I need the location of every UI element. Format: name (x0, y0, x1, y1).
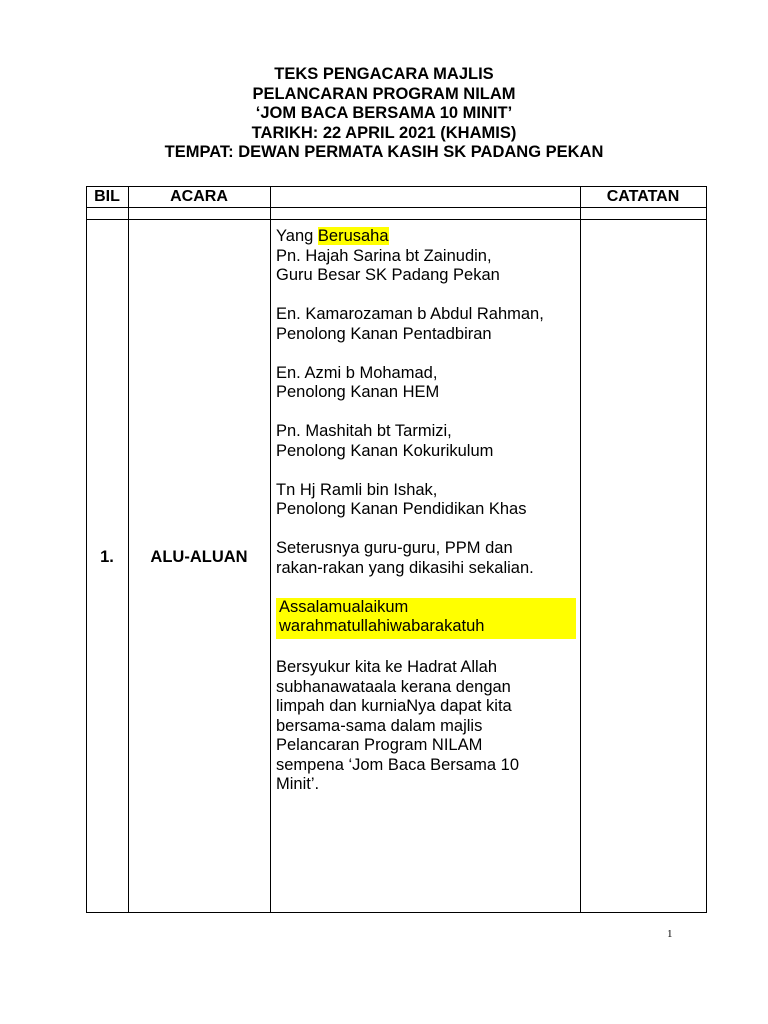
guest-name: Pn. Hajah Sarina bt Zainudin, (276, 246, 492, 265)
guest-name: En. Kamarozaman b Abdul Rahman, (276, 305, 544, 323)
column-header-acara: ACARA (170, 188, 228, 205)
closing-paragraph (276, 658, 576, 795)
guest-entry (276, 305, 576, 344)
column-header-bil: BIL (94, 188, 120, 205)
guest-title: Penolong Kanan Kokurikulum (276, 441, 494, 460)
header-venue: TEMPAT: DEWAN PERMATA KASIH SK PADANG PEKAN (164, 143, 604, 161)
guest-title: Penolong Kanan HEM (276, 383, 440, 401)
row-separator (86, 219, 707, 220)
header-program: PELANCARAN PROGRAM NILAM (252, 84, 516, 103)
page-number: 1 (667, 928, 673, 940)
closing-line: sempena ‘Jom Baca Bersama 10 (276, 755, 520, 774)
row-script-text (276, 227, 576, 814)
islamic-greeting-line: warahmatullahiwabarakatuh (279, 617, 485, 635)
guest-title: Penolong Kanan Pendidikan Khas (276, 500, 527, 518)
guest-name: Pn. Mashitah bt Tarmizi, (276, 422, 452, 440)
salutation-line (276, 227, 576, 247)
column-header-catatan: CATATAN (606, 188, 680, 205)
column-divider-3 (580, 186, 581, 913)
program-table (86, 186, 707, 913)
guest-name: Tn Hj Ramli bin Ishak, (276, 480, 438, 499)
general-greeting (276, 539, 576, 578)
guest-title: Penolong Kanan Pentadbiran (276, 324, 492, 343)
closing-line: subhanawataala kerana dengan (276, 677, 511, 696)
guest-entry (276, 247, 576, 286)
row-bil: 1. (100, 548, 114, 566)
table-border-right (706, 186, 707, 913)
salutation-prefix: Yang (276, 227, 318, 245)
column-header-text (270, 186, 580, 207)
guest-name: En. Azmi b Mohamad, (276, 363, 438, 382)
general-greeting-line: rakan-rakan yang dikasihi sekalian. (276, 558, 534, 577)
closing-line: Minit’. (276, 775, 320, 793)
guest-title: Guru Besar SK Padang Pekan (276, 266, 500, 284)
islamic-greeting (276, 598, 576, 639)
header-date: TARIKH: 22 APRIL 2021 (KHAMIS) (251, 123, 517, 142)
closing-line: bersama-sama dalam majlis (276, 716, 483, 735)
table-border-bottom (86, 912, 707, 913)
guest-entry (276, 364, 576, 403)
header-slogan: ‘JOM BACA BERSAMA 10 MINIT’ (255, 104, 513, 122)
salutation-highlight: Berusaha (317, 227, 389, 245)
guest-entry (276, 481, 576, 520)
guest-entry (276, 422, 576, 461)
closing-line: limpah dan kurniaNya dapat kita (276, 697, 512, 715)
header-separator (86, 207, 707, 208)
islamic-greeting-line: Assalamualaikum (279, 597, 409, 616)
closing-line: Pelancaran Program NILAM (276, 736, 483, 754)
general-greeting-line: Seterusnya guru-guru, PPM dan (276, 539, 513, 557)
header-title: TEKS PENGACARA MAJLIS (274, 65, 494, 83)
row-acara: ALU-ALUAN (150, 548, 248, 566)
closing-line: Bersyukur kita ke Hadrat Allah (276, 658, 498, 676)
document-header (0, 65, 768, 163)
column-divider-2 (270, 186, 271, 913)
